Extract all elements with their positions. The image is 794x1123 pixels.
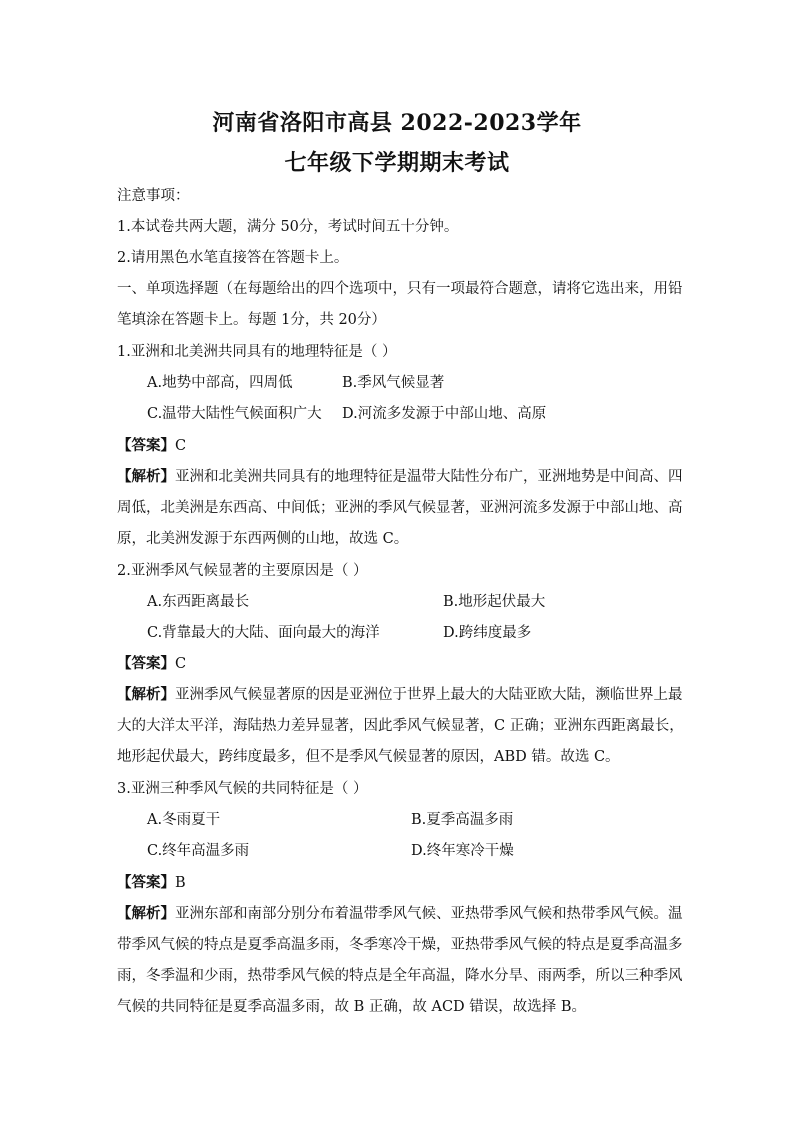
question-1-answer <box>117 436 186 456</box>
question-3-analysis-line-1 <box>117 904 683 924</box>
question-2-answer-value: C <box>175 656 187 672</box>
question-1-analysis-line-2: 周低，北美洲是东西高、中间低；亚洲的季风气候显著，亚洲河流多发源于中部山地、高 <box>117 500 683 516</box>
notice-item-1: 1.本试卷共两大题，满分 50分，考试时间五十分钟。 <box>117 219 459 235</box>
analysis-tag: 【解析】 <box>117 905 175 922</box>
notice-heading: 注意事项： <box>117 188 190 204</box>
question-1-answer-value: C <box>175 438 187 454</box>
question-1-option-d: D.河流多发源于中部山地、高原 <box>342 406 547 422</box>
question-3-option-a: A.冬雨夏干 <box>147 812 221 828</box>
question-3-answer <box>117 873 186 893</box>
exam-subtitle: 七年级下学期期末考试 <box>284 150 510 176</box>
analysis-tag: 【解析】 <box>117 468 175 485</box>
question-1-option-b: B.季风气候显著 <box>342 375 445 391</box>
question-2-stem: 2.亚洲季风气候显著的主要原因是（ ） <box>117 563 368 579</box>
question-1-stem: 1.亚洲和北美洲共同具有的地理特征是（ ） <box>117 344 397 360</box>
exam-title: 河南省洛阳市高县 2022-2023学年 <box>212 110 582 136</box>
answer-tag: 【答案】 <box>117 655 175 672</box>
question-2-option-a: A.东西距离最长 <box>147 594 250 610</box>
notice-item-2: 2.请用黑色水笔直接答在答题卡上。 <box>117 250 349 266</box>
section-instruction-line-1: 一、单项选择题（在每题给出的四个选项中，只有一项最符合题意，请将它选出来，用铅 <box>117 281 683 297</box>
question-1-analysis-line-3: 原，北美洲发源于东西两侧的山地，故选 C。 <box>117 531 409 547</box>
question-3-option-d: D.终年寒冷干燥 <box>411 843 514 859</box>
question-3-analysis-line-2: 带季风气候的特点是夏季高温多雨，冬季寒冷干燥，亚热带季风气候的特点是夏季高温多 <box>117 937 683 953</box>
question-2-option-d: D.跨纬度最多 <box>443 625 532 641</box>
question-3-analysis-line-3: 雨，冬季温和少雨，热带季风气候的特点是全年高温，降水分旱、雨两季，所以三种季风 <box>117 968 683 984</box>
question-2-analysis-line-1 <box>117 685 683 705</box>
question-2-answer <box>117 654 186 674</box>
question-1-analysis-text: 亚洲和北美洲共同具有的地理特征是温带大陆性分布广，亚洲地势是中间高、四 <box>175 469 683 485</box>
question-3-stem: 3.亚洲三种季风气候的共同特征是（ ） <box>117 781 368 797</box>
question-1-analysis-line-1 <box>117 467 683 487</box>
question-3-analysis-text: 亚洲东部和南部分别分布着温带季风气候、亚热带季风气候和热带季风气候。温 <box>175 906 683 922</box>
question-2-analysis-line-3: 地形起伏最大，跨纬度最多，但不是季风气候显著的原因，ABD 错。故选 C。 <box>117 749 620 765</box>
question-2-analysis-line-2: 大的大洋太平洋，海陆热力差异显著，因此季风气候显著，C 正确；亚洲东西距离最长， <box>117 718 684 734</box>
question-1-option-c: C.温带大陆性气候面积广大 <box>147 406 322 422</box>
question-3-analysis-line-4: 气候的共同特征是夏季高温多雨，故 B 正确，故 ACD 错误，故选择 B。 <box>117 999 587 1015</box>
question-2-analysis-text: 亚洲季风气候显著原的因是亚洲位于世界上最大的大陆亚欧大陆，濒临世界上最 <box>175 687 683 703</box>
question-3-option-c: C.终年高温多雨 <box>147 843 250 859</box>
question-2-option-c: C.背靠最大的大陆、面向最大的海洋 <box>147 625 380 641</box>
section-instruction-line-2: 笔填涂在答题卡上。每题 1分，共 20分） <box>117 312 386 328</box>
question-3-answer-value: B <box>175 875 186 891</box>
answer-tag: 【答案】 <box>117 437 175 454</box>
question-1-option-a: A.地势中部高，四周低 <box>147 375 293 391</box>
answer-tag: 【答案】 <box>117 874 175 891</box>
question-3-option-b: B.夏季高温多雨 <box>411 812 514 828</box>
analysis-tag: 【解析】 <box>117 686 175 703</box>
question-2-option-b: B.地形起伏最大 <box>443 594 546 610</box>
